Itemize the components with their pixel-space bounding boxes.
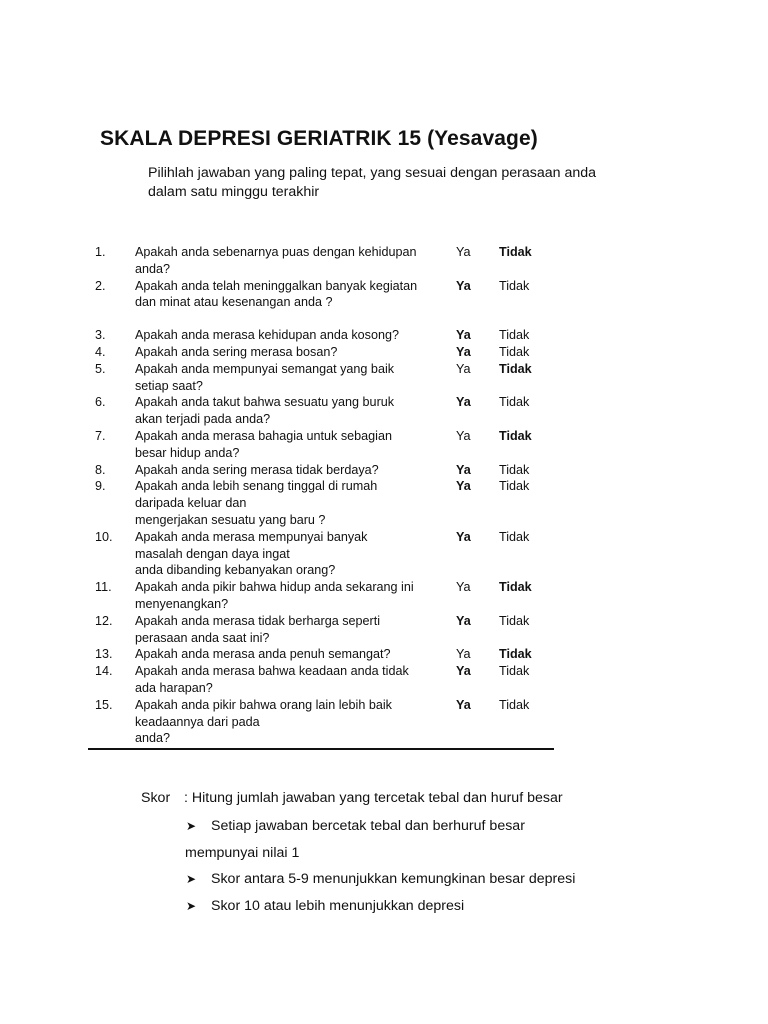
question-text-line: Apakah anda merasa bahwa keadaan anda tidak <box>135 664 409 679</box>
question-text <box>135 394 456 428</box>
question-text-line: besar hidup anda? <box>135 445 240 460</box>
question-row <box>95 646 551 663</box>
question-text <box>135 478 456 528</box>
question-row <box>95 344 551 361</box>
question-text <box>135 613 456 647</box>
answer-tidak: Tidak <box>499 328 530 343</box>
answer-ya: Ya <box>456 647 471 662</box>
question-text-line: perasaan anda saat ini? <box>135 630 270 645</box>
question-number: 6. <box>95 395 106 410</box>
question-text-line: Apakah anda pikir bahwa hidup anda sekarang ini <box>135 580 414 595</box>
question-text <box>135 579 456 613</box>
answer-tidak: Tidak <box>499 479 530 494</box>
question-text-line: Apakah anda sebenarnya puas dengan kehidupan <box>135 245 417 259</box>
answer-tidak: Tidak <box>499 697 530 712</box>
question-row <box>95 613 551 647</box>
question-text-line: Apakah anda takut bahwa sesuatu yang buruk <box>135 395 395 410</box>
answer-ya: Ya <box>456 278 471 293</box>
question-text <box>135 462 456 479</box>
answer-ya: Ya <box>456 245 471 259</box>
score-bullet-text: Setiap jawaban bercetak tebal dan berhuruf besar <box>211 818 525 834</box>
answer-tidak: Tidak <box>499 245 532 259</box>
score-section <box>141 790 641 806</box>
question-row <box>95 663 551 697</box>
question-text-line: akan terjadi pada anda? <box>135 412 271 427</box>
question-text-line: anda? <box>135 731 171 746</box>
answer-tidak: Tidak <box>499 647 532 662</box>
question-text-line: setiap saat? <box>135 378 203 393</box>
question-text-line: ada harapan? <box>135 680 213 695</box>
question-text <box>135 697 456 747</box>
question-row <box>95 462 551 479</box>
question-number: 3. <box>95 328 106 343</box>
question-number: 4. <box>95 344 106 359</box>
question-row <box>95 579 551 613</box>
answer-ya: Ya <box>456 580 471 595</box>
score-header <box>141 790 641 806</box>
question-number: 5. <box>95 361 106 376</box>
question-text-line: Apakah anda merasa tidak berharga seperti <box>135 613 381 628</box>
answer-tidak: Tidak <box>499 278 530 293</box>
answer-tidak: Tidak <box>499 462 530 477</box>
question-text <box>135 344 456 361</box>
question-text-line: Apakah anda merasa kehidupan anda kosong? <box>135 328 399 343</box>
answer-ya: Ya <box>456 428 471 443</box>
question-text <box>135 663 456 697</box>
answer-ya: Ya <box>456 697 471 712</box>
question-number: 8. <box>95 462 106 477</box>
question-text <box>135 428 456 462</box>
question-text-line: masalah dengan daya ingat <box>135 546 290 561</box>
question-text-line: anda? <box>135 261 171 276</box>
question-row <box>95 244 551 278</box>
instructions: Pilihlah jawaban yang paling tepat, yang sesuai dengan perasaan anda dalam satu minggu terakhir <box>148 165 597 200</box>
answer-tidak: Tidak <box>499 580 532 595</box>
question-text-line: mengerjakan sesuatu yang baru ? <box>135 512 326 527</box>
question-text-line: menyenangkan? <box>135 596 229 611</box>
question-row <box>95 529 551 579</box>
question-text-line: Apakah anda merasa mempunyai banyak <box>135 529 368 544</box>
answer-ya: Ya <box>456 361 471 376</box>
table-bottom-rule <box>88 748 554 750</box>
question-number: 10. <box>95 529 113 544</box>
question-number: 7. <box>95 428 106 443</box>
score-bullet-3 <box>186 898 464 914</box>
score-description: : Hitung jumlah jawaban yang tercetak tebal dan huruf besar <box>184 790 563 806</box>
question-row <box>95 394 551 428</box>
question-row <box>95 428 551 462</box>
question-number: 13. <box>95 647 113 662</box>
answer-tidak: Tidak <box>499 344 530 359</box>
page-title: SKALA DEPRESI GERIATRIK 15 (Yesavage) <box>100 127 538 150</box>
question-text <box>135 244 456 278</box>
question-text-line: Apakah anda sering merasa tidak berdaya? <box>135 462 379 477</box>
question-number: 14. <box>95 664 113 679</box>
question-number: 1. <box>95 245 106 259</box>
question-text-line: Apakah anda lebih senang tinggal di rumah <box>135 479 378 494</box>
question-text-line: daripada keluar dan <box>135 496 247 511</box>
answer-ya: Ya <box>456 395 471 410</box>
answer-ya: Ya <box>456 479 471 494</box>
score-label: Skor <box>141 790 171 806</box>
question-row <box>95 478 551 528</box>
arrow-bullet-icon: ➤ <box>186 872 197 886</box>
score-bullet-1-continuation: mempunyai nilai 1 <box>185 845 300 861</box>
answer-ya: Ya <box>456 462 471 477</box>
question-number: 2. <box>95 278 106 293</box>
question-text-line: Apakah anda telah meninggalkan banyak kegiatan <box>135 278 418 293</box>
question-table <box>95 244 551 747</box>
question-row <box>95 361 551 395</box>
question-text <box>135 646 456 663</box>
question-text <box>135 361 456 395</box>
question-row <box>95 327 551 344</box>
question-text <box>135 327 456 344</box>
question-text-line: dan minat atau kesenangan anda ? <box>135 295 333 310</box>
answer-tidak: Tidak <box>499 613 530 628</box>
question-number: 11. <box>95 580 112 595</box>
row-spacer <box>95 311 551 327</box>
score-bullet-1 <box>186 818 525 834</box>
answer-tidak: Tidak <box>499 428 532 443</box>
score-bullet-text: Skor antara 5-9 menunjukkan kemungkinan besar depresi <box>211 871 576 887</box>
question-text-line: Apakah anda sering merasa bosan? <box>135 344 338 359</box>
answer-tidak: Tidak <box>499 529 530 544</box>
question-number: 12. <box>95 613 113 628</box>
question-row <box>95 278 551 312</box>
answer-ya: Ya <box>456 344 471 359</box>
question-text <box>135 278 456 312</box>
answer-ya: Ya <box>456 613 471 628</box>
answer-tidak: Tidak <box>499 361 532 376</box>
question-text-line: Apakah anda merasa anda penuh semangat? <box>135 647 391 662</box>
question-number: 15. <box>95 697 113 712</box>
question-number: 9. <box>95 479 106 494</box>
answer-ya: Ya <box>456 328 471 343</box>
question-text-line: Apakah anda mempunyai semangat yang baik <box>135 361 395 376</box>
question-text-line: anda dibanding kebanyakan orang? <box>135 563 336 578</box>
question-text-line: Apakah anda pikir bahwa orang lain lebih baik <box>135 697 392 712</box>
answer-tidak: Tidak <box>499 664 530 679</box>
question-text <box>135 529 456 579</box>
score-bullet-2 <box>186 871 575 887</box>
score-bullet-text: Skor 10 atau lebih menunjukkan depresi <box>211 898 465 914</box>
question-text-line: keadaannya dari pada <box>135 714 260 729</box>
question-row <box>95 697 551 747</box>
answer-tidak: Tidak <box>499 395 530 410</box>
answer-ya: Ya <box>456 664 471 679</box>
question-text-line: Apakah anda merasa bahagia untuk sebagian <box>135 428 392 443</box>
answer-ya: Ya <box>456 529 471 544</box>
arrow-bullet-icon: ➤ <box>186 819 197 833</box>
arrow-bullet-icon: ➤ <box>186 899 197 913</box>
